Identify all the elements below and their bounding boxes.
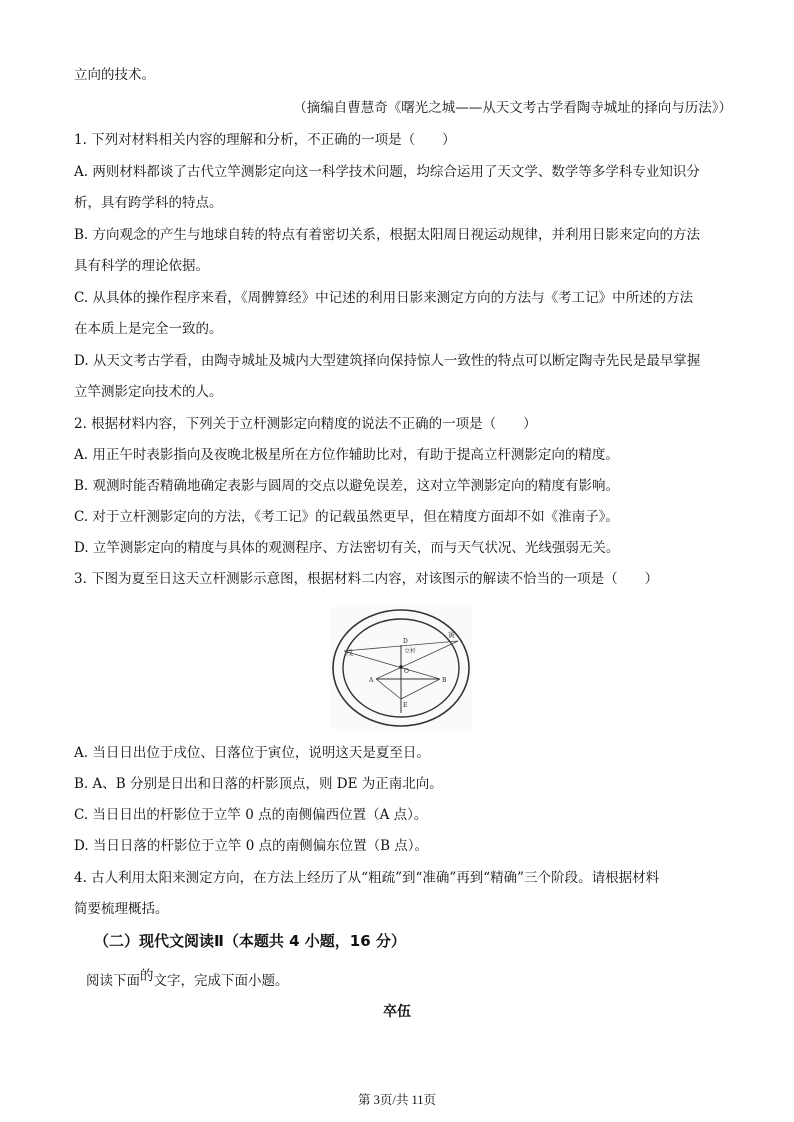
- q3-option-b: B. A、B 分别是日出和日落的杆影顶点，则 DE 为正南北向。: [74, 776, 443, 792]
- q2-option-d: D. 立竿测影定向的精度与具体的观测程序、方法密切有关，而与天气状况、光线强弱无关。: [74, 540, 620, 556]
- pole-shadow-diagram: [330, 607, 472, 729]
- source-citation: （摘编自曹慧奇《曙光之城——从天文考古学看陶寺城址的择向与历法》）: [293, 100, 732, 116]
- q1-option-b-cont: 具有科学的理论依据。: [74, 258, 209, 274]
- q3-option-c: C. 当日日出的杆影位于立竿 0 点的南侧偏西位置（A 点）。: [74, 807, 428, 823]
- q3-option-a: A. 当日日出位于戌位、日落位于寅位，说明这天是夏至日。: [74, 745, 430, 761]
- question-2-stem: 2. 根据材料内容，下列关于立杆测影定向精度的说法不正确的一项是（ ）: [74, 416, 537, 432]
- label-a: A: [369, 677, 374, 684]
- section-heading: （二）现代文阅读Ⅱ（本题共 4 小题，16 分）: [94, 932, 406, 950]
- reading-instruction: [86, 969, 289, 989]
- instruction-raised-char: 的: [140, 968, 154, 984]
- question-4-stem-cont: 简要梳理概括。: [74, 901, 169, 917]
- label-b: B: [442, 677, 447, 684]
- label-e: E: [403, 702, 408, 709]
- q3-option-d: D. 当日日落的杆影位于立竿 0 点的南侧偏东位置（B 点）。: [74, 838, 429, 854]
- q2-option-a: A. 用正午时表影指向及夜晚北极星所在方位作辅助比对，有助于提高立杆测影定向的精度。: [74, 447, 619, 463]
- question-3-stem: 3. 下图为夏至日这天立杆测影示意图，根据材料二内容，对该图示的解读不恰当的一项是（ ）: [74, 571, 659, 587]
- q1-option-a: A. 两则材料都谈了古代立竿测影定向这一科学技术问题，均综合运用了天文学、数学等多学科专业知识分: [74, 164, 700, 180]
- page-footer: 第 3页/共 11页: [357, 1093, 436, 1107]
- label-yin: 寅: [448, 631, 455, 639]
- q1-option-c: C. 从具体的操作程序来看，《周髀算经》中记述的利用日影来测定方向的方法与《考工记》中所述的方法: [74, 290, 694, 306]
- instruction-text: 文字，完成下面小题。: [153, 973, 289, 989]
- label-o: O: [404, 668, 409, 675]
- q1-option-b: B. 方向观念的产生与地球自转的特点有着密切关系，根据太阳周日视运动规律，并利用日影来定向的方法: [74, 227, 701, 243]
- question-1-stem: 1. 下列对材料相关内容的理解和分析，不正确的一项是（ ）: [74, 132, 456, 148]
- label-xu: 戌: [346, 649, 353, 657]
- label-pole: 立杆: [404, 648, 417, 655]
- pole-base-point: [399, 665, 403, 669]
- q1-option-d-cont: 立竿测影定向技术的人。: [74, 384, 223, 400]
- q1-option-a-cont: 析，具有跨学科的特点。: [74, 195, 223, 211]
- q2-option-b: B. 观测时能否精确地确定表影与圆周的交点以避免误差，这对立竿测影定向的精度有影响。: [74, 478, 620, 494]
- instruction-text: 阅读下面: [86, 973, 140, 989]
- question-4-stem: 4. 古人利用太阳来测定方向，在方法上经历了从“粗疏”到“准确”再到“精确”三个阶段。请根据材料: [74, 870, 660, 886]
- paragraph-line: 立向的技术。: [74, 67, 155, 83]
- q1-option-c-cont: 在本质上是完全一致的。: [74, 321, 223, 337]
- q2-option-c: C. 对于立杆测影定向的方法，《考工记》的记载虽然更早，但在精度方面却不如《淮南子》。: [74, 509, 619, 525]
- article-title: 卒伍: [383, 1004, 411, 1020]
- label-d: D: [403, 638, 408, 645]
- q1-option-d: D. 从天文考古学看，由陶寺城址及城内大型建筑择向保持惊人一致性的特点可以断定陶寺先民是最早掌握: [74, 353, 701, 369]
